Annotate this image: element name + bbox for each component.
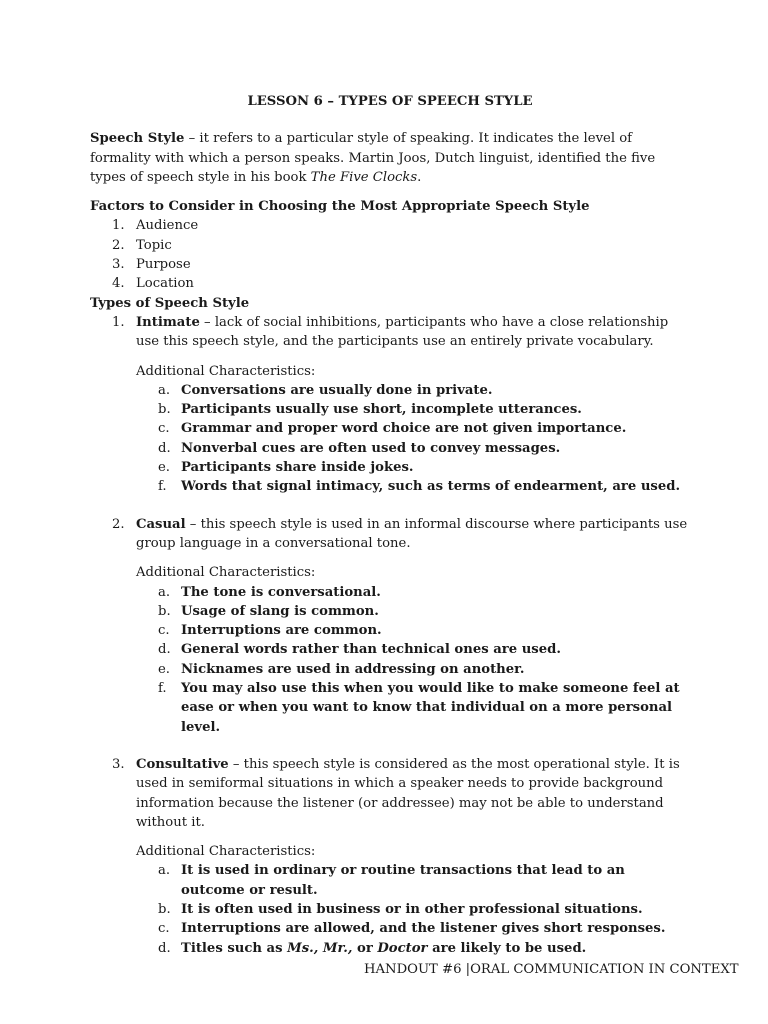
list-item — [136, 381, 690, 400]
list-letter: a. — [158, 584, 171, 600]
list-letter: d. — [158, 440, 171, 456]
intro-book-title: The Five Clocks — [310, 169, 418, 185]
style-item-consultative — [90, 755, 690, 958]
additional-characteristics-label: Additional Characteristics: — [136, 565, 316, 581]
list-item — [136, 583, 690, 602]
characteristic-text: General words rather than technical ones are used. — [181, 642, 561, 658]
list-item-label: Location — [136, 276, 194, 292]
characteristic-text: Grammar and proper word choice are not given importance. — [181, 421, 627, 437]
list-number: 2. — [112, 516, 125, 532]
list-item — [90, 255, 690, 274]
list-item — [136, 419, 690, 438]
additional-characteristics-label: Additional Characteristics: — [136, 363, 316, 379]
list-number: 2. — [112, 237, 125, 253]
characteristic-titles: Ms., Mr., — [287, 940, 353, 956]
list-letter: c. — [158, 623, 170, 639]
list-item — [90, 274, 690, 293]
list-item — [136, 602, 690, 621]
list-item-label: Audience — [136, 218, 199, 234]
style-description — [136, 313, 690, 352]
list-letter: b. — [158, 603, 171, 619]
page-title: LESSON 6 – TYPES OF SPEECH STYLE — [247, 94, 533, 109]
list-item — [136, 900, 690, 919]
characteristic-text: Interruptions are allowed, and the listener gives short responses. — [181, 921, 666, 937]
characteristic-text-pre: Titles such as — [181, 940, 288, 956]
intro-end: . — [417, 169, 422, 185]
characteristic-text: Participants usually use short, incomplete utterances. — [181, 402, 582, 418]
characteristic-text: You may also use this when you would like to make someone feel at ease or when you want to know that individual on a more personal level. — [181, 681, 680, 735]
intro-paragraph — [90, 129, 690, 187]
list-letter: c. — [158, 921, 170, 937]
list-number: 4. — [112, 276, 125, 292]
style-item-intimate — [90, 313, 690, 497]
style-description — [136, 755, 690, 832]
characteristic-doctor: Doctor — [377, 940, 428, 956]
characteristic-text: Participants share inside jokes. — [181, 460, 414, 476]
list-item — [136, 439, 690, 458]
list-number: 1. — [112, 218, 125, 234]
characteristic-text: Conversations are usually done in private. — [181, 382, 493, 398]
characteristic-text: It is often used in business or in other professional situations. — [181, 901, 643, 917]
list-number: 3. — [112, 756, 125, 772]
document-page — [90, 92, 690, 976]
style-desc-text: – lack of social inhibitions, participants who have a close relationship use this speech style, and the participants use an entirely private vocabulary. — [136, 314, 669, 350]
list-item — [90, 236, 690, 255]
characteristic-text: Words that signal intimacy, such as terms of endearment, are used. — [181, 479, 681, 495]
list-item — [90, 216, 690, 235]
list-number: 3. — [112, 257, 125, 273]
list-item — [136, 621, 690, 640]
list-number: 1. — [112, 314, 125, 330]
list-item — [136, 861, 690, 900]
style-name: Consultative — [136, 756, 229, 772]
characteristic-text: Interruptions are common. — [181, 623, 382, 639]
style-desc-text: – this speech style is used in an informal discourse where participants use group language in a conversational tone. — [136, 516, 688, 551]
list-item-label: Topic — [136, 237, 172, 253]
list-letter: d. — [158, 642, 171, 658]
list-item — [136, 919, 690, 938]
characteristic-text — [181, 941, 586, 956]
list-letter: f. — [158, 681, 167, 697]
characteristic-text-post: are likely to be used. — [427, 940, 587, 956]
list-item-label: Purpose — [136, 257, 191, 273]
list-letter: b. — [158, 402, 171, 418]
characteristic-text: Nonverbal cues are often used to convey messages. — [181, 440, 561, 456]
characteristic-text: Usage of slang is common. — [181, 603, 379, 619]
factors-list — [90, 216, 690, 293]
characteristics-list — [136, 861, 690, 957]
factors-heading: Factors to Consider in Choosing the Most Appropriate Speech Style — [90, 199, 590, 215]
characteristics-list — [136, 381, 690, 497]
style-item-casual — [90, 515, 690, 737]
list-item — [136, 400, 690, 419]
characteristic-text: Nicknames are used in addressing on another. — [181, 661, 525, 677]
list-letter: b. — [158, 901, 171, 917]
list-item — [136, 939, 690, 958]
style-desc-text: – this speech style is considered as the most operational style. It is used in semiformal situations in which a speaker needs to provide background information because the listener (or addressee) may not be able to understand without it. — [136, 756, 680, 830]
types-list — [90, 313, 690, 958]
intro-term: Speech Style — [90, 131, 185, 147]
style-name: Casual — [136, 516, 186, 532]
types-heading: Types of Speech Style — [90, 295, 250, 311]
style-description — [136, 515, 690, 554]
style-name: Intimate — [136, 314, 200, 330]
list-item — [136, 477, 690, 496]
list-letter: a. — [158, 382, 171, 398]
characteristic-text: The tone is conversational. — [181, 584, 381, 600]
list-letter: e. — [158, 460, 170, 476]
intro-text: – it refers to a particular style of speaking. It indicates the level of formality with which a person speaks. Martin Joos, Dutch linguist, identified the five types of speech style in his book — [90, 131, 656, 185]
additional-characteristics-label: Additional Characteristics: — [136, 844, 316, 860]
list-item — [136, 679, 690, 737]
list-item — [136, 458, 690, 477]
list-letter: e. — [158, 661, 170, 677]
list-letter: c. — [158, 421, 170, 437]
page-footer: HANDOUT #6 |ORAL COMMUNICATION IN CONTEXT — [364, 962, 739, 977]
list-item — [136, 640, 690, 659]
list-letter: d. — [158, 940, 171, 956]
list-item — [136, 660, 690, 679]
characteristic-text: It is used in ordinary or routine transactions that lead to an outcome or result. — [181, 863, 625, 898]
list-letter: f. — [158, 479, 167, 495]
characteristic-text-mid: or — [352, 940, 378, 956]
list-letter: a. — [158, 863, 171, 879]
characteristics-list — [136, 583, 690, 737]
